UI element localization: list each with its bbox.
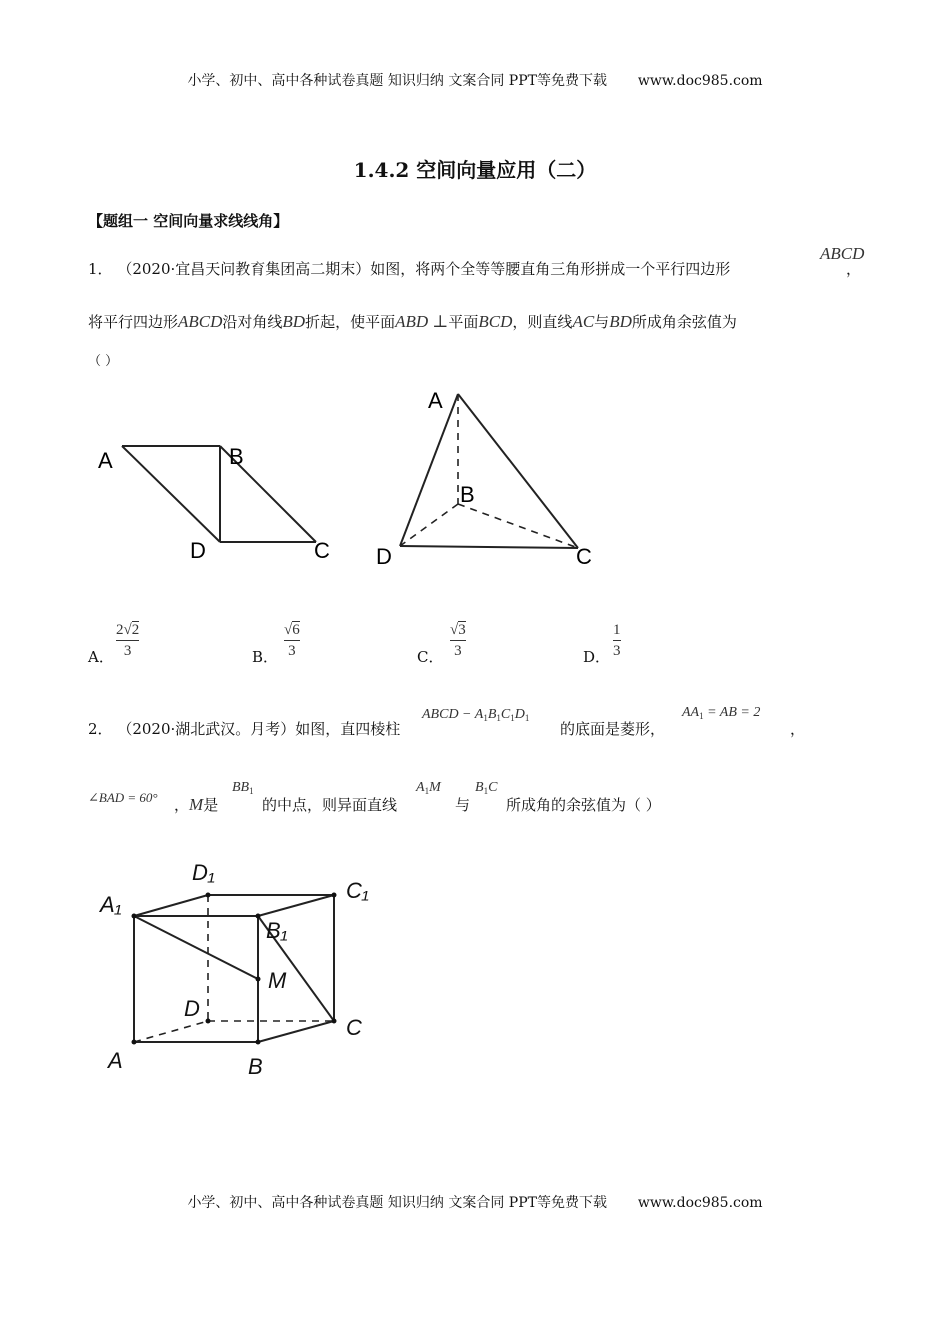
q1-ac: AC <box>572 312 595 331</box>
q1-bcd: BCD <box>478 312 513 331</box>
q2-prism-text: ABCD − A <box>422 707 484 722</box>
q1-text-e: ，则直线 <box>512 313 573 331</box>
point-b1 <box>256 914 261 919</box>
label-c: C <box>314 538 330 563</box>
option-d-denominator: 3 <box>613 640 621 660</box>
sub-1: 1 <box>510 713 515 723</box>
q2-a: A <box>416 780 425 795</box>
point-c <box>332 1019 337 1024</box>
point-m <box>256 977 261 982</box>
label-c1: C₁ <box>346 878 369 903</box>
edge-a1d1 <box>134 895 208 916</box>
q1-text-g: 所成角余弦值为 <box>631 313 737 331</box>
q2-line1 <box>88 718 400 739</box>
point-a <box>132 1040 137 1045</box>
q2-eq-aa: AA <box>682 705 700 720</box>
q1-text-d: 平面 <box>448 313 479 331</box>
q2-eq-rest: = AB = 2 <box>703 705 761 720</box>
point-a1 <box>132 914 137 919</box>
label-d1: D₁ <box>192 860 215 885</box>
q2-m: M <box>189 795 204 814</box>
q2-text-d: 与 <box>455 796 471 814</box>
edge-b1c1 <box>258 895 334 916</box>
option-d-label[interactable]: D． <box>583 648 611 666</box>
q2-bb1 <box>232 780 254 796</box>
option-a-label[interactable]: A． <box>88 648 114 666</box>
q2-text-b: 是 <box>203 796 219 814</box>
q1-line1 <box>88 258 730 279</box>
option-d-value[interactable] <box>613 622 621 660</box>
sub-1: 1 <box>249 786 254 796</box>
q1-abcd: ABCD <box>820 244 865 263</box>
q1-figure-parallelogram <box>90 400 350 580</box>
sub-1: 1 <box>483 786 489 796</box>
option-a-value[interactable]: $\frac{2√2}{3}$ <box>116 622 140 659</box>
q2-b1c: $B_1C$ <box>475 780 498 796</box>
point-d <box>206 1019 211 1024</box>
q2-angle: ∠BAD = 60° <box>88 790 158 805</box>
option-a-coef: 2 <box>116 622 124 638</box>
segment-a1m <box>134 916 258 979</box>
section-heading: 【题组一 空间向量求线线角】 <box>88 212 289 230</box>
q2-text-c: 的中点，则异面直线 <box>262 796 398 814</box>
label-a: A <box>98 448 113 473</box>
q2-comma: ， <box>790 720 806 738</box>
q1-comma: ， <box>846 260 862 278</box>
option-b-radicand: 6 <box>292 622 300 638</box>
q1-bd-2: BD <box>609 312 632 331</box>
q2-bb: BB <box>232 780 250 795</box>
page-title: 1.4.2 空间向量应用（二） <box>353 158 597 182</box>
option-a-denominator: 3 <box>116 640 139 660</box>
q2-text-e: 所成角的余弦值为（ ） <box>506 796 661 814</box>
q1-source: （2020·宜昌天问教育集团高二期末）如图，将两个全等等腰直角三角形拼成一个平行四边形 <box>117 260 731 278</box>
option-c-label[interactable]: C． <box>417 648 444 666</box>
q1-line2 <box>88 311 737 332</box>
q2-a1m: $A_1M$ <box>416 780 441 796</box>
q2-text-a: 的底面是菱形， <box>560 720 666 738</box>
q1-bd: BD <box>282 312 306 331</box>
edge-bc <box>258 1021 334 1042</box>
sub-1: 1 <box>496 713 501 723</box>
q1-text-b: 沿对角线 <box>222 313 283 331</box>
q2-prism: ABCD − $A_1B_1C_1D_1$ <box>422 707 530 723</box>
label-d: D <box>184 996 200 1021</box>
edge-ad-hidden <box>134 1021 208 1042</box>
q2-line2a: ，M是 <box>174 795 219 814</box>
label-d: D <box>190 538 206 563</box>
point-d1 <box>206 893 211 898</box>
option-c-value[interactable]: $\frac{√3}{3}$ <box>450 622 466 659</box>
point-b <box>256 1040 261 1045</box>
header-site[interactable]: www.doc985.com <box>637 73 763 89</box>
page-header <box>0 70 950 90</box>
option-c-denominator: 3 <box>450 640 466 660</box>
q2-source: （2020·湖北武汉。月考）如图，直四棱柱 <box>117 720 401 738</box>
label-b: B <box>460 482 475 507</box>
footer-site[interactable]: www.doc985.com <box>637 1195 763 1211</box>
sub-1: 1 <box>424 786 430 796</box>
label-c: C <box>576 544 592 569</box>
option-b-label[interactable]: B． <box>252 648 279 666</box>
page-footer <box>0 1192 950 1212</box>
q2-b: B <box>475 780 484 795</box>
q1-figure-tetrahedron <box>370 380 610 580</box>
footer-banner: 小学、初中、高中各种试卷真题 知识归纳 文案合同 PPT等免费下载 <box>187 1195 607 1211</box>
label-b1: B₁ <box>266 918 288 943</box>
sub-1: 1 <box>524 713 530 723</box>
option-a-radicand: 2 <box>131 622 140 638</box>
label-a: A <box>108 1048 123 1073</box>
edge-ad <box>122 446 220 542</box>
q1-text-a: 将平行四边形 <box>88 313 179 331</box>
label-d: D <box>376 544 392 569</box>
label-a: A <box>428 388 443 413</box>
label-b: B <box>248 1054 263 1079</box>
q1-text-c: 折起，使平面 <box>305 313 396 331</box>
edge-dc <box>400 546 578 548</box>
sub-1: 1 <box>483 713 488 723</box>
q1-answer-paren: （ ） <box>88 354 119 369</box>
option-b-denominator: 3 <box>284 640 300 660</box>
header-banner: 小学、初中、高中各种试卷真题 知识归纳 文案合同 PPT等免费下载 <box>187 73 607 89</box>
label-c: C <box>346 1015 362 1040</box>
q2-figure-prism <box>96 850 396 1090</box>
label-b: B <box>229 444 244 469</box>
q1-number: 1． <box>88 260 113 278</box>
sub-1: 1 <box>699 711 704 721</box>
q1-abcd-2: ABCD <box>178 312 223 331</box>
q1-text-f: 与 <box>594 313 610 331</box>
q2-equation <box>682 705 760 721</box>
edge-ac <box>458 394 578 548</box>
q1-abd-perp: ABD ⊥ <box>395 312 449 331</box>
point-c1 <box>332 893 337 898</box>
option-c-radicand: 3 <box>458 622 466 638</box>
label-m: M <box>268 968 287 993</box>
label-a1: A₁ <box>100 892 122 917</box>
edge-ad <box>400 394 458 546</box>
option-b-value[interactable]: $\frac{√6}{3}$ <box>284 622 300 659</box>
q2-number: 2． <box>88 720 113 738</box>
option-d-numerator: 1 <box>613 622 621 638</box>
